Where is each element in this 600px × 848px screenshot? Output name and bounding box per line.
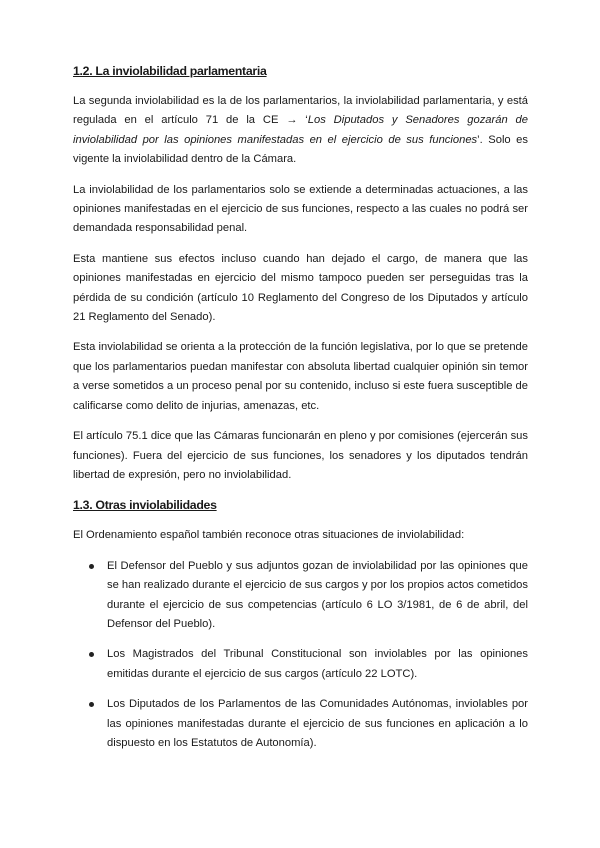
paragraph-article-71-intro: La segunda inviolabilidad es la de los parlamentarios, la inviolabilidad parlamentaria, y está regulada en el artículo 71 de la CE → ‘ xyxy=(73,95,528,127)
bullet-icon xyxy=(89,564,94,569)
list-item-text: Los Diputados de los Parlamentos de las Comunidades Autónomas, inviolables por las opiniones manifestadas durante el ejercicio de sus funciones en aplicación a lo dispuesto en los Estatutos de Autonomía). xyxy=(107,698,528,749)
list-item xyxy=(73,557,528,635)
list-item xyxy=(73,695,528,753)
paragraph-article-75: El artículo 75.1 dice que las Cámaras funcionarán en pleno y por comisiones (ejercerán sus funciones). Fuera del ejercicio de sus funciones, los senadores y los diputados tendrán libertad de expresión, pero no inviolabilidad. xyxy=(73,430,528,481)
document-page xyxy=(73,62,528,764)
section-otras-inviolabilidades xyxy=(73,496,528,753)
paragraph-article-71-end: ’. Solo es vigente la inviolabilidad dentro de la Cámara. xyxy=(73,133,528,166)
list-item-text: El Defensor del Pueblo y sus adjuntos gozan de inviolabilidad por las opiniones que se han realizado durante el ejercicio de sus cargos y por los propios actos cometidos durante el ejercicio de sus competencias (artículo 6 LO 3/1981, de 6 de abril, del Defensor del Pueblo). xyxy=(107,559,529,630)
paragraph-scope: La inviolabilidad de los parlamentarios solo se extiende a determinadas actuaciones, a las opiniones manifestadas en el ejercicio de sus funciones, respecto a las cuales no podrá ser demandada responsabilidad penal. xyxy=(73,183,528,235)
bullet-icon xyxy=(89,702,94,707)
paragraph-article-71 xyxy=(73,92,528,170)
paragraph-effects: Esta mantiene sus efectos incluso cuando han dejado el cargo, de manera que las opiniones manifestadas en ejercicio del mismo tampoco pueden ser perseguidas tras la pérdida de su condición (artículo 10 Reglamento del Congreso de los Diputados y artículo 21 Reglamento del Senado). xyxy=(73,252,528,324)
section-heading-otras-inviolabilidades: 1.3. Otras inviolabilidades xyxy=(73,498,217,513)
inviolabilities-list xyxy=(73,557,528,754)
section-heading-inviolabilidad-parlamentaria: 1.2. La inviolabilidad parlamentaria xyxy=(73,64,267,78)
paragraph-intro-list: El Ordenamiento español también reconoce otras situaciones de inviolabilidad: xyxy=(73,529,465,542)
bullet-icon xyxy=(89,652,94,657)
list-item-text: Los Magistrados del Tribunal Constitucional son inviolables por las opiniones emitidas durante el ejercicio de sus cargos (artículo 22 LOTC). xyxy=(107,648,528,680)
paragraph-purpose: Esta inviolabilidad se orienta a la protección de la función legislativa, por lo que se pretende que los parlamentarios puedan manifestar con absoluta libertad cualquier opinión sin temor a verse sometidos a un proceso penal por su contenido, incluso si este fuera susceptible de calificarse como delito de injurias, amenazas, etc. xyxy=(73,341,528,412)
list-item xyxy=(73,645,528,684)
article-71-quote: Los Diputados y Senadores gozarán de inviolabilidad por las opiniones manifestadas en el ejercicio de sus funciones xyxy=(73,114,528,146)
